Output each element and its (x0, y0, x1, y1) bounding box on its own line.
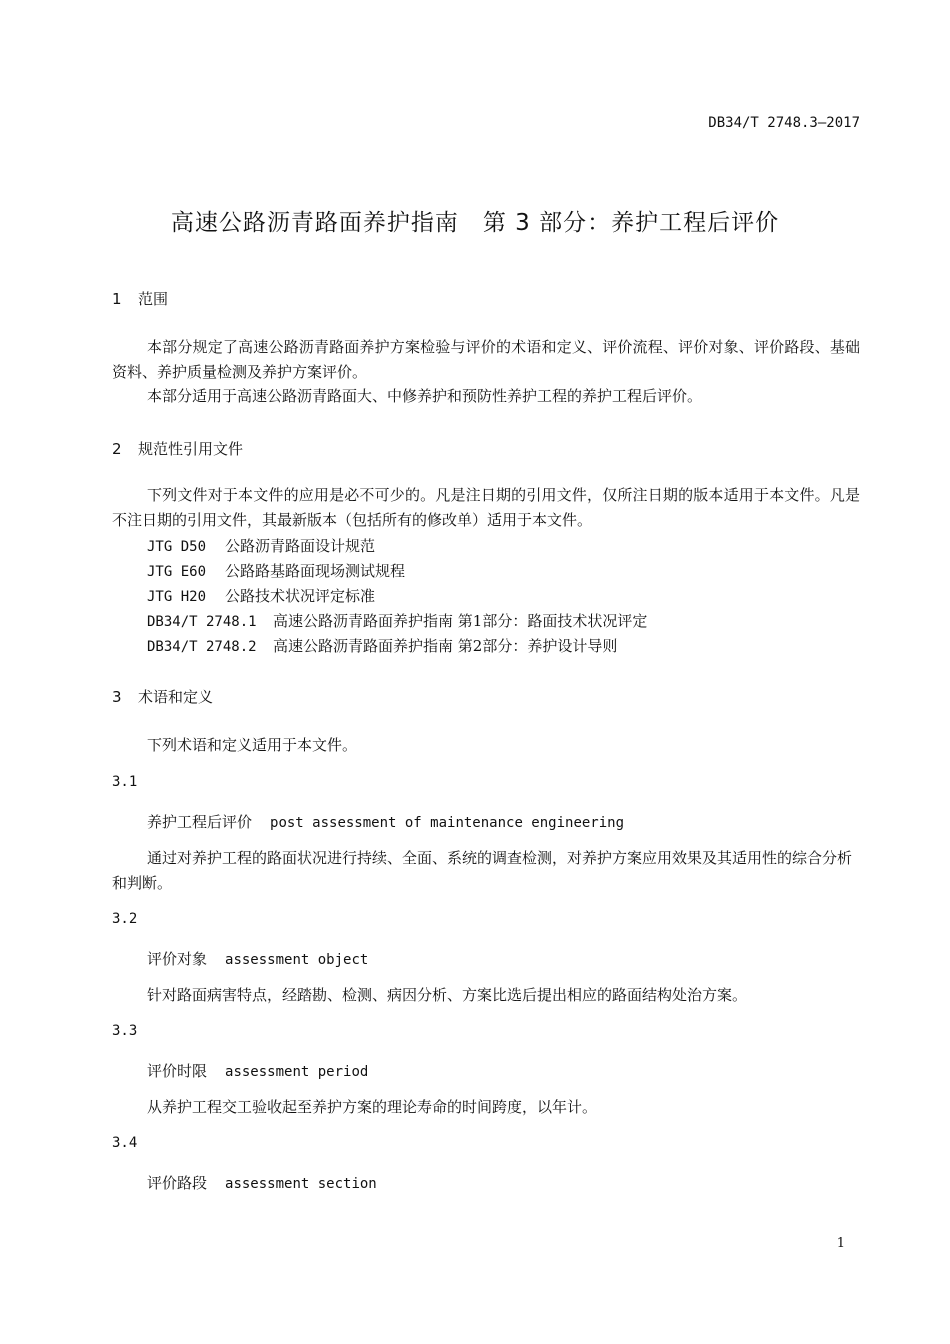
reference-item (147, 585, 375, 606)
term-number: 3.2 (112, 911, 138, 927)
document-title: 高速公路沥青路面养护指南 第 3 部分：养护工程后评价 (170, 210, 780, 236)
section-number: 1 (112, 290, 122, 308)
reference-title: 高速公路沥青路面养护指南 第1部分：路面技术状况评定 (273, 612, 648, 630)
scope-paragraph-1: 本部分规定了高速公路沥青路面养护方案检验与评价的术语和定义、评价流程、评价对象、评价路段、基础资料、养护质量检测及养护方案评价。 (112, 338, 860, 381)
term-entry (147, 1060, 368, 1081)
term-entry (147, 1172, 377, 1193)
term-chinese: 养护工程后评价 (147, 813, 253, 831)
reference-title: 公路路基路面现场测试规程 (225, 562, 406, 580)
term-number: 3.4 (112, 1135, 138, 1151)
term-entry (147, 948, 368, 969)
term-english: post assessment of maintenance engineering (270, 815, 625, 831)
term-definition: 通过对养护工程的路面状况进行持续、全面、系统的调查检测，对养护方案应用效果及其适用性的综合分析和判断。 (112, 849, 853, 892)
section-heading-terms (112, 686, 213, 707)
reference-item (147, 535, 375, 556)
term-chinese: 评价对象 (147, 950, 208, 968)
term-english: assessment period (225, 1064, 369, 1080)
reference-item (147, 610, 647, 631)
normative-refs-intro: 下列文件对于本文件的应用是必不可少的。凡是注日期的引用文件，仅所注日期的版本适用于本文件。凡是不注日期的引用文件，其最新版本（包括所有的修改单）适用于本文件。 (112, 486, 860, 529)
term-definition: 针对路面病害特点，经踏勘、检测、病因分析、方案比选后提出相应的路面结构处治方案。 (147, 986, 748, 1004)
reference-title: 高速公路沥青路面养护指南 第2部分：养护设计导则 (273, 637, 618, 655)
term-english: assessment object (225, 952, 369, 968)
reference-title: 公路技术状况评定标准 (225, 587, 376, 605)
term-number: 3.3 (112, 1023, 138, 1039)
section-title: 规范性引用文件 (138, 440, 244, 458)
reference-code: JTG D50 (147, 539, 207, 555)
term-english: assessment section (225, 1176, 377, 1192)
section-title: 术语和定义 (138, 688, 214, 706)
reference-code: DB34/T 2748.2 (147, 639, 257, 655)
reference-code: JTG E60 (147, 564, 207, 580)
reference-title: 公路沥青路面设计规范 (225, 537, 376, 555)
term-chinese: 评价路段 (147, 1174, 208, 1192)
reference-item (147, 560, 405, 581)
standard-code: DB34/T 2748.3—2017 (708, 115, 860, 131)
section-heading-scope (112, 288, 168, 309)
scope-paragraph-2: 本部分适用于高速公路沥青路面大、中修养护和预防性养护工程的养护工程后评价。 (147, 387, 703, 405)
term-number: 3.1 (112, 774, 138, 790)
reference-item (147, 635, 617, 656)
term-entry (147, 811, 624, 832)
section-number: 2 (112, 440, 122, 458)
terms-intro: 下列术语和定义适用于本文件。 (147, 736, 358, 754)
section-heading-normative-refs (112, 438, 243, 459)
section-number: 3 (112, 688, 122, 706)
reference-code: JTG H20 (147, 589, 207, 605)
page-number: 1 (836, 1236, 845, 1251)
term-definition: 从养护工程交工验收起至养护方案的理论寿命的时间跨度，以年计。 (147, 1098, 598, 1116)
reference-code: DB34/T 2748.1 (147, 614, 257, 630)
term-chinese: 评价时限 (147, 1062, 208, 1080)
section-title: 范围 (138, 290, 169, 308)
